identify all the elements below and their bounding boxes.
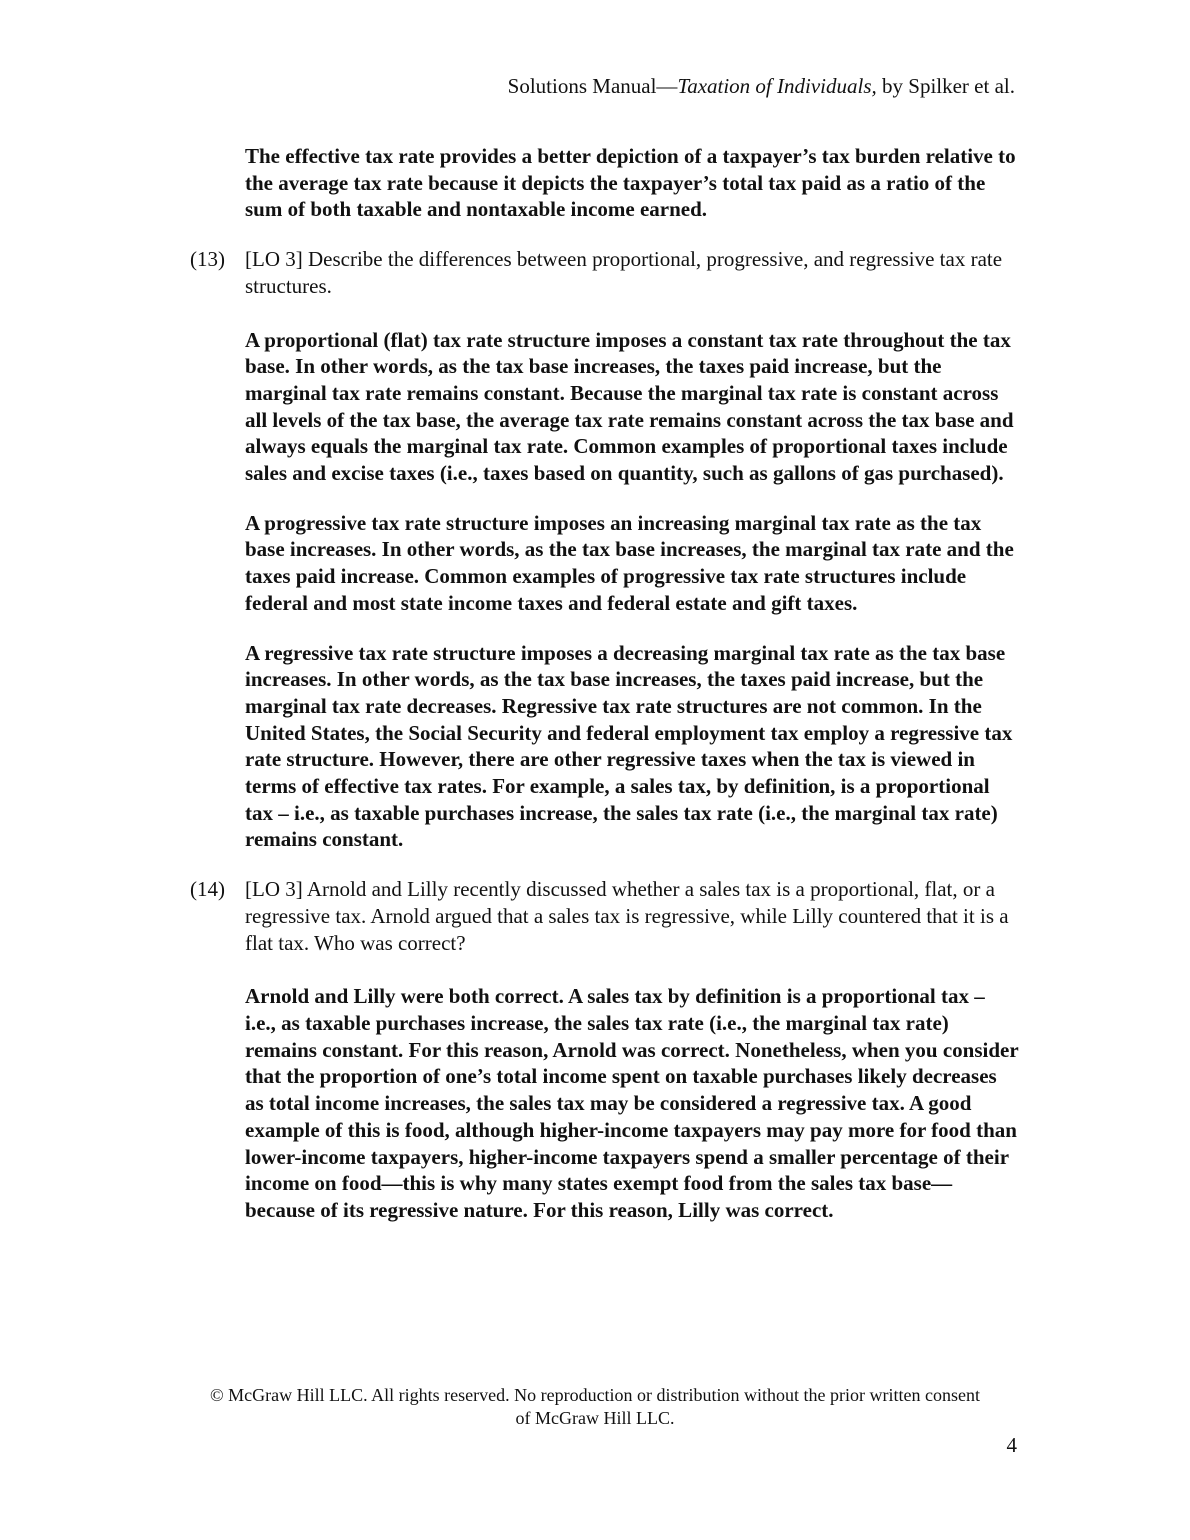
question-text: [LO 3] Arnold and Lilly recently discussed whether a sales tax is a proportional, flat, or a regressive tax. Arnold argued that a sales tax is regressive, while Lilly countered that it is a flat tax. Who was correct? — [245, 877, 1009, 955]
question-number: (13) — [190, 247, 225, 272]
header-prefix: Solutions Manual— — [507, 74, 678, 98]
page-content — [185, 143, 1020, 1247]
question-number: (14) — [190, 877, 225, 902]
header-book-title: Taxation of Individuals, — [677, 74, 877, 98]
header-suffix: by Spilker et al. — [876, 74, 1015, 98]
footer-line-2: of McGraw Hill LLC. — [515, 1408, 675, 1428]
footer-line-1: © McGraw Hill LLC. All rights reserved. No reproduction or distribution without the prior written consent — [209, 1385, 981, 1405]
question-text: [LO 3] Describe the differences between proportional, progressive, and regressive tax rate structures. — [245, 247, 1003, 298]
question-13 — [185, 246, 1020, 299]
running-header — [508, 72, 1015, 100]
question-14 — [185, 876, 1020, 956]
answer-paragraph-arnold-lilly: Arnold and Lilly were both correct. A sales tax by definition is a proportional tax – i.e., as taxable purchases increase, the sales tax rate (i.e., the marginal tax rate) remains constant. For this reason, Arnold was correct. Nonetheless, when you consider that the proportion of one’s total income spent on taxable purchases likely decreases as total income increases, the sales tax may be considered a regressive tax. A good example of this is food, although higher-income taxpayers may pay more for food than lower-income taxpayers, higher-income taxpayers spend a smaller percentage of their income on food—this is why many states exempt food from the sales tax base—because of its regressive nature. For this reason, Lilly was correct. — [245, 984, 1019, 1222]
page-number: 4 — [1006, 1433, 1017, 1457]
answer-paragraph-regressive: A regressive tax rate structure imposes a decreasing marginal tax rate as the tax base increases. In other words, as the tax base increases, the taxes paid increase, but the marginal tax rate decreases. Regressive tax rate structures are not common. In the United States, the Social Security and federal employment tax employ a regressive tax rate structure. However, there are other regressive taxes when the tax is viewed in terms of effective tax rates. For example, a sales tax, by definition, is a proportional tax – i.e., as taxable purchases increase, the sales tax rate (i.e., the marginal tax rate) remains constant. — [245, 640, 1013, 852]
answer-paragraph-proportional: A proportional (flat) tax rate structure imposes a constant tax rate throughout the tax base. In other words, as the tax base increases, the taxes paid increase, but the marginal tax rate remains constant. Because the marginal tax rate is constant across all levels of the tax base, the average tax rate remains constant across the tax base and always equals the marginal tax rate. Common examples of proportional taxes include sales and excise taxes (i.e., taxes based on quantity, such as gallons of gas purchased). — [245, 327, 1014, 486]
answer-paragraph-intro: The effective tax rate provides a better depiction of a taxpayer’s tax burden relative to the average tax rate because it depicts the taxpayer’s total tax paid as a ratio of the sum of both taxable and nontaxable income earned. — [245, 144, 1016, 222]
copyright-footer — [150, 1384, 1040, 1430]
answer-paragraph-progressive: A progressive tax rate structure imposes an increasing marginal tax rate as the tax base increases. In other words, as the tax base increases, the marginal tax rate and the taxes paid increase. Common examples of progressive tax rate structures include federal and most state income taxes and federal estate and gift taxes. — [245, 510, 1014, 615]
